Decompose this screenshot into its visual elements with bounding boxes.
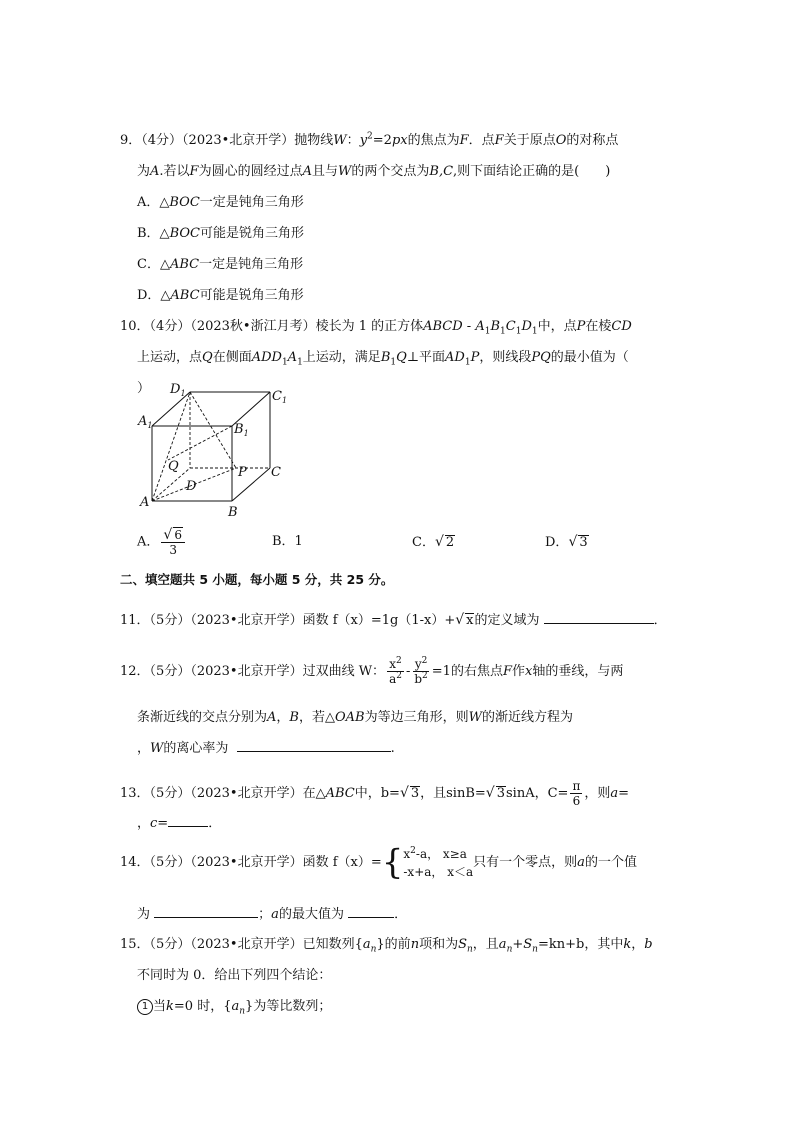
piecewise-brace: { — [381, 842, 404, 883]
label-A: A — [140, 495, 150, 510]
q10-option-d: D．√ 3 — [545, 534, 588, 550]
q14-line1: 14．（5分）（2023•北京开学）函数 f（x）={ $x^2-a$， x≥a -x+a， x＜a 只有一个零点，则a的一个值 — [120, 842, 637, 883]
q9-line1: 9．（4分）（2023•北京开学）抛物线W：$y^2=2px$的焦点为F．点F关于原点O的对称点 — [120, 131, 619, 148]
q15-line3: 1 当k=0 时，$\{a_n\}$为等比数列； — [137, 998, 331, 1016]
label-Q: Q — [168, 459, 179, 474]
q14-line2: 为 ；a的最大值为 ． — [137, 904, 407, 924]
q15-line1: 15．（5分）（2023•北京开学）已知数列$\{a_n\}$的前n项和为$S_n$，且$a_n+S_n=kn+b$，其中k，b — [120, 937, 653, 955]
label-B: B — [228, 505, 238, 520]
label-D1: $D_1$ — [170, 382, 186, 398]
q12-line1: 12．（5分）（2023•北京开学）过双曲线 W： $\frac{x^2}{a^2}$ - $\frac{y^2}{b^2}$ =1的右焦点F作x轴的垂线，与两 — [120, 656, 624, 686]
q10-option-c: C．√ 2 — [412, 534, 455, 550]
q9-option-b: B．△BOC可能是锐角三角形 — [137, 226, 304, 241]
cube-figure — [136, 378, 296, 520]
label-C1: $C_1$ — [272, 389, 288, 405]
q10-option-a: A． $\frac{√ 6}{3}$ — [137, 527, 187, 558]
label-D: D — [186, 479, 197, 494]
label-C: C — [271, 465, 281, 480]
q10-line1: 10．（4分）（2023秋•浙江月考）棱长为 1 的正方体ABCD - $A_1B_1C_1D_1$中，点P在棱CD — [120, 319, 632, 337]
q9-option-c: C．△ABC一定是钝角三角形 — [137, 257, 304, 272]
section-heading: 二、填空题共 5 小题，每小题 5 分，共 25 分。 — [120, 572, 394, 587]
label-P: P — [238, 465, 247, 480]
label-A1: $A_1$ — [138, 414, 153, 430]
circled-number-1: 1 — [137, 999, 153, 1015]
q9-line2: 为A.若以F为圆心的圆经过点A且与W的两个交点为B,C,则下面结论正确的是( ) — [137, 164, 611, 179]
q14-answer-blank-1[interactable] — [154, 904, 258, 918]
q9-option-d: D．△ABC可能是锐角三角形 — [137, 288, 304, 303]
q10-option-b: B．1 — [272, 534, 303, 549]
q11-answer-blank[interactable] — [544, 610, 654, 624]
q9-option-a: A．△BOC一定是钝角三角形 — [137, 195, 304, 210]
q13-line1: 13．（5分）（2023•北京开学）在△ABC中，b=√ 3，且sinB=√ 3sinA，C= $\frac{\pi}{6}$ ，则a= — [120, 779, 630, 808]
q14-answer-blank-2[interactable] — [348, 904, 394, 918]
q11-line: 11．（5分）（2023•北京开学）函数 f（x）=1g（1-x）+√ x的定义域为 ． — [120, 612, 667, 628]
label-B1: $B_1$ — [234, 422, 249, 438]
q15-line2: 不同时为 0．给出下列四个结论： — [137, 968, 332, 983]
q12-answer-blank[interactable] — [237, 738, 391, 752]
q13-answer-blank[interactable] — [168, 813, 208, 827]
q12-line3: ，W的离心率为 . — [137, 738, 395, 758]
q12-line2: 条渐近线的交点分别为A，B，若△OAB为等边三角形，则W的渐近线方程为 — [137, 710, 573, 725]
q10-line2: 上运动，点Q在侧面$ADD_1A_1$上运动，满足$B_1Q\perp$平面$AD_1P$，则线段PQ的最小值为（ — [137, 350, 629, 368]
q13-line2: ，c= ． — [137, 813, 221, 833]
